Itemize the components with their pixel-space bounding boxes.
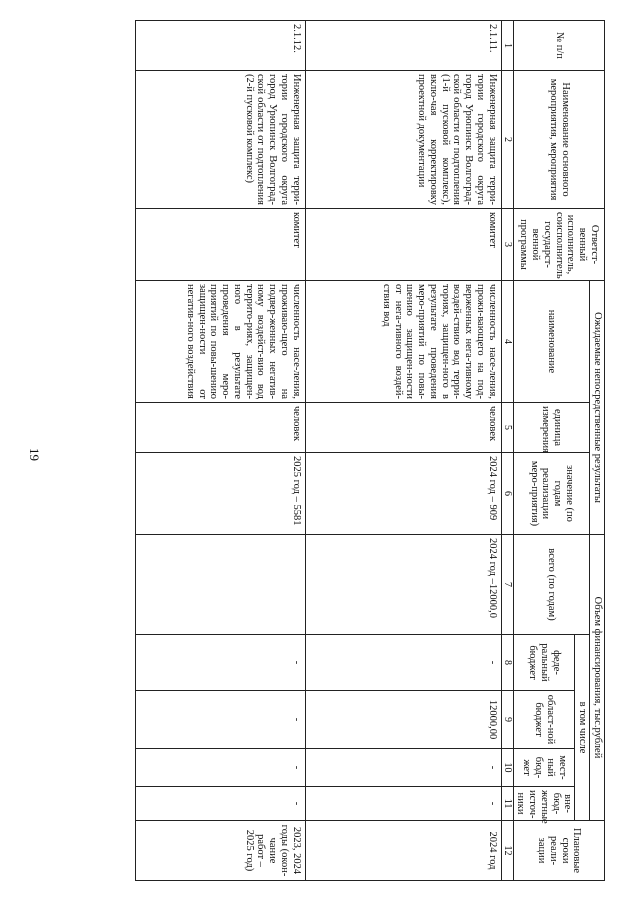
row-fin-regional: 12000,00 [305, 691, 501, 749]
col-number: 12 [501, 821, 513, 881]
col-number: 8 [501, 635, 513, 691]
row-terms: 2023, 2024 годы (окон-чание работ – 2025 год) [135, 821, 305, 881]
column-number-row [501, 21, 513, 881]
row-unit: человек [135, 403, 305, 453]
col-number: 3 [501, 209, 513, 281]
header-fin-federal: феде-ральный бюджет [513, 635, 575, 691]
col-number: 11 [501, 787, 513, 821]
header-fin-extra: вне-бюд-жетные источ-ники [513, 787, 575, 821]
header-fin-total: всего (по годам) [513, 535, 590, 635]
row-no: 2.1.12. [135, 21, 305, 71]
col-number: 10 [501, 749, 513, 787]
header-exp-name: наименование [513, 281, 590, 403]
header-fin-local: мест-ный бюд-жет [513, 749, 575, 787]
page-number: 19 [27, 448, 42, 461]
row-executor: комитет [135, 209, 305, 281]
col-number: 5 [501, 403, 513, 453]
header-exp-value: значение (по годам реализации меро-приятия) [513, 453, 590, 535]
row-value: 2025 год – 5581 [135, 453, 305, 535]
row-fin-local: - [305, 749, 501, 787]
program-table [135, 20, 605, 881]
col-number: 4 [501, 281, 513, 403]
header-no: № п/п [513, 21, 604, 71]
col-number: 9 [501, 691, 513, 749]
row-name: Инженерная защита терри-тории городского округа город Урюпинск Волгоград-ской области от подтопления (2-й пусковой комплекс) [135, 71, 305, 209]
row-exp-name: численность насе-ления, прожи-вающего на под-верженных нега-тивному воздей-ствию вод терри-ториях, защищен-ного в результате проведения меро-приятий по повы-шению защищен-ности от нега-тивного воздей-ствия вод [305, 281, 501, 403]
row-fin-total: 2024 год –12000,0 [305, 535, 501, 635]
row-fin-regional: - [135, 691, 305, 749]
col-number: 7 [501, 535, 513, 635]
col-number: 1 [501, 21, 513, 71]
header-row-1 [590, 21, 605, 881]
row-no: 2.1.11. [305, 21, 501, 71]
row-fin-extra: - [135, 787, 305, 821]
header-name: Наименование основного мероприятия, мероприятия [513, 71, 604, 209]
row-fin-extra: - [305, 787, 501, 821]
row-exp-name: численность насе-ления, проживаю-щего на подвер-женных негатив-ному воздейст-вию вод террито-риях, защищен-ного в результате проведения меро-приятий по повы-шению защищен-ности от негатив-ного воздействия [135, 281, 305, 403]
header-executor: Ответст-венный исполнитель, соисполнитель государст-венной программы [513, 209, 604, 281]
table-row [135, 21, 305, 881]
header-fin-incl: в том числе [575, 635, 590, 821]
row-unit: человек [305, 403, 501, 453]
col-number: 2 [501, 71, 513, 209]
row-fin-total [135, 535, 305, 635]
header-exp-unit: единица измерения [513, 403, 590, 453]
row-fin-local: - [135, 749, 305, 787]
row-value: 2024 год – 909 [305, 453, 501, 535]
row-fin-federal: - [305, 635, 501, 691]
row-executor: комитет [305, 209, 501, 281]
header-terms: Плановые сроки реали-зации [513, 821, 604, 881]
row-fin-federal: - [135, 635, 305, 691]
header-expected-results: Ожидаемые непосредственные результаты [590, 281, 605, 535]
header-fin-regional: област-ной бюджет [513, 691, 575, 749]
row-terms: 2024 год [305, 821, 501, 881]
header-finance: Объем финансирования, тыс.рублей [590, 535, 605, 821]
col-number: 6 [501, 453, 513, 535]
rotated-table-wrapper [184, 20, 605, 880]
table-row [305, 21, 501, 881]
row-name: Инженерная защита терри-тории городского округа город Урюпинск Волгоград-ской области от подтопления (1-й пусковой комплекс), вклю-чая корректировку проектной документации [305, 71, 501, 209]
